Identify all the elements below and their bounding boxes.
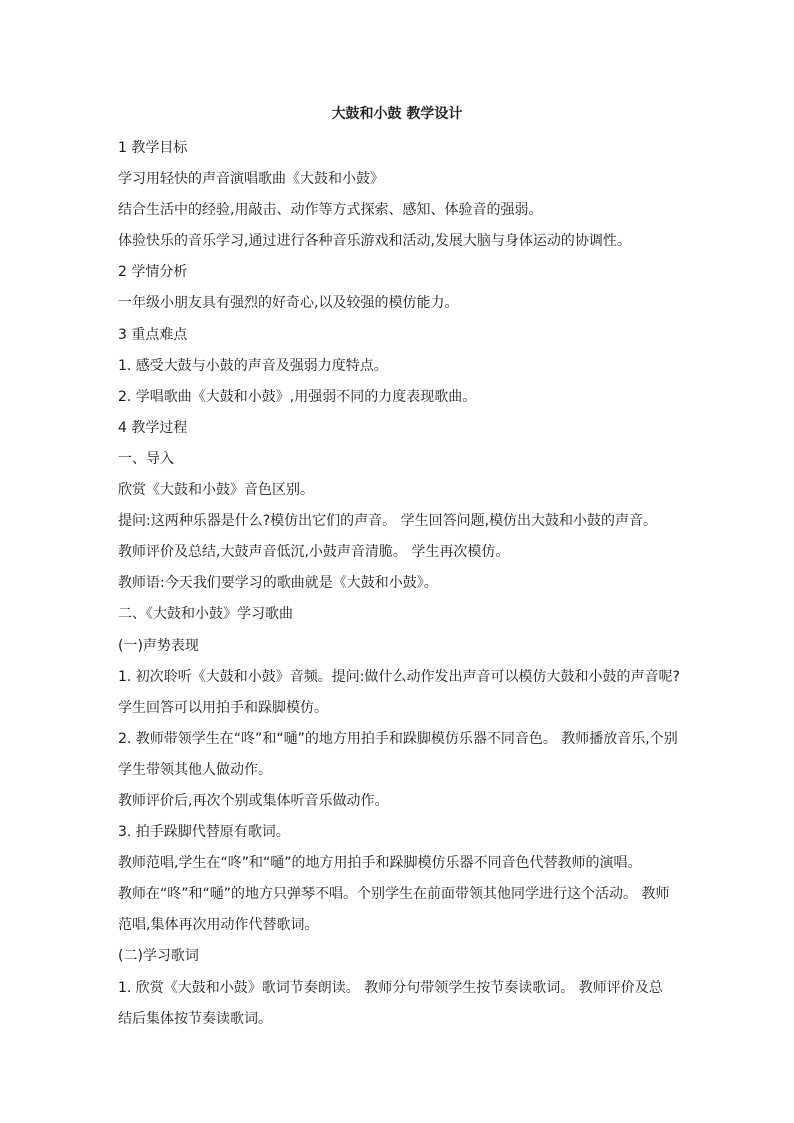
paragraph: 学习用轻快的声音演唱歌曲《大鼓和小鼓》 [118, 171, 384, 188]
sub-subsection-heading: (二)学习歌词 [118, 948, 199, 965]
document-title: 大鼓和小鼓 教学设计 [331, 106, 463, 122]
paragraph: 一年级小朋友具有强烈的好奇心,以及较强的模仿能力。 [118, 295, 459, 312]
list-item: 2. 学唱歌曲《大鼓和小鼓》,用强弱不同的力度表现歌曲。 [118, 388, 477, 405]
paragraph: 教师评价及总结,大鼓声音低沉,小鼓声音清脆。 学生再次模仿。 [118, 544, 510, 561]
paragraph: 体验快乐的音乐学习,通过进行各种音乐游戏和活动,发展大脑与身体运动的协调性。 [118, 233, 631, 250]
paragraph: 提问:这两种乐器是什么?模仿出它们的声音。 学生回答问题,模仿出大鼓和小鼓的声音。 [118, 513, 658, 530]
list-item: 1. 初次聆听《大鼓和小鼓》音频。提问:做什么动作发出声音可以模仿大鼓和小鼓的声音呢? [118, 668, 680, 685]
sub-subsection-heading: (一)声势表现 [118, 637, 199, 654]
paragraph: 结后集体按节奏读歌词。 [118, 1010, 272, 1027]
paragraph: 教师范唱,学生在“咚”和“嗵”的地方用拍手和跺脚模仿乐器不同音色代替教师的演唱。 [118, 855, 642, 872]
section-heading-objectives: 1 教学目标 [118, 140, 188, 156]
subsection-heading: 一、导入 [118, 450, 174, 467]
document-body [118, 133, 698, 1035]
list-item: 3. 拍手跺脚代替原有歌词。 [118, 824, 290, 841]
paragraph: 学生带领其他人做动作。 [118, 761, 272, 778]
paragraph: 教师评价后,再次个别或集体听音乐做动作。 [118, 792, 389, 809]
paragraph: 欣赏《大鼓和小鼓》音色区别。 [118, 482, 314, 499]
section-heading-process: 4 教学过程 [118, 419, 188, 436]
section-heading-analysis: 2 学情分析 [118, 264, 188, 281]
list-item: 1. 感受大鼓与小鼓的声音及强弱力度特点。 [118, 357, 388, 374]
paragraph: 教师语:今天我们要学习的歌曲就是《大鼓和小鼓》。 [118, 575, 438, 592]
paragraph: 范唱,集体再次用动作代替歌词。 [118, 917, 319, 934]
paragraph: 结合生活中的经验,用敲击、动作等方式探索、感知、体验音的强弱。 [118, 202, 543, 219]
paragraph: 教师在“咚”和“嗵”的地方只弹琴不唱。个别学生在前面带领其他同学进行这个活动。 教师 [118, 886, 670, 903]
subsection-heading: 二、《大鼓和小鼓》学习歌曲 [118, 606, 293, 623]
list-item: 2. 教师带领学生在“咚”和“嗵”的地方用拍手和跺脚模仿乐器不同音色。 教师播放音乐,个别 [118, 730, 678, 747]
list-item: 1. 欣赏《大鼓和小鼓》歌词节奏朗读。 教师分句带领学生按节奏读歌词。 教师评价及总 [118, 979, 663, 996]
section-heading-key-points: 3 重点难点 [118, 326, 188, 343]
paragraph: 学生回答可以用拍手和跺脚模仿。 [118, 699, 328, 716]
